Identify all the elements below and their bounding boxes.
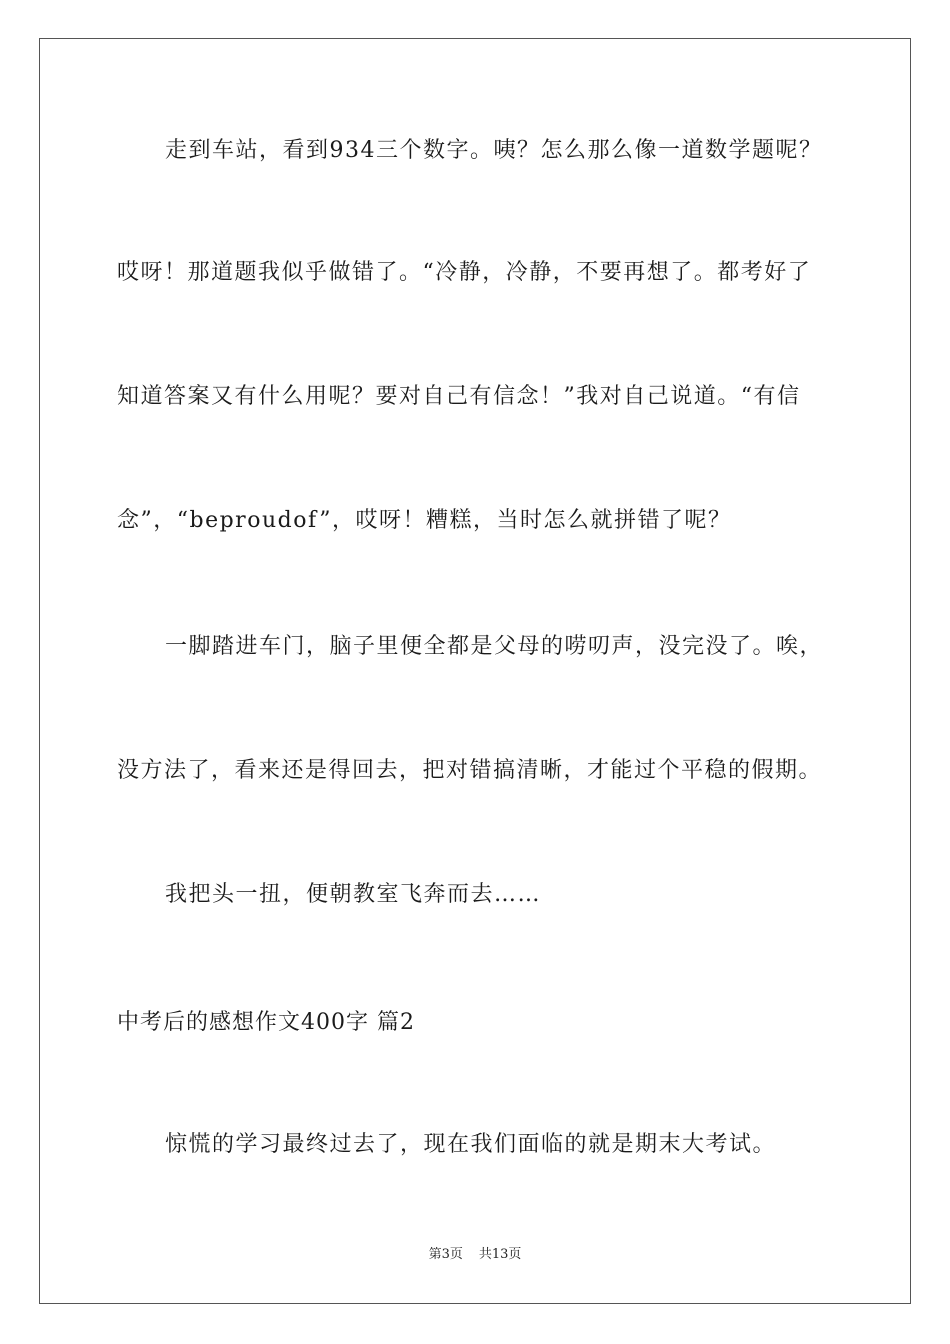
paragraph-line: 我把头一扭，便朝教室飞奔而去……: [165, 882, 542, 907]
paragraph-line: 念”，“beproudof”，哎呀！糟糕，当时怎么就拼错了呢？: [117, 508, 732, 533]
paragraph-line: 没方法了，看来还是得回去，把对错搞清晰，才能过个平稳的假期。: [117, 758, 823, 783]
paragraph-line: 知道答案又有什么用呢？要对自己有信念！”我对自己说道。“有信: [117, 384, 801, 409]
page-number: 第3页: [428, 1247, 463, 1262]
paragraph-line: 一脚踏进车门，脑子里便全都是父母的唠叨声，没完没了。唉，: [165, 634, 824, 659]
paragraph-line: 哎呀！那道题我似乎做错了。“冷静，冷静，不要再想了。都考好了: [117, 260, 812, 285]
page-footer: [0, 1246, 950, 1264]
page-border: [39, 38, 911, 1304]
paragraph-line: 惊慌的学习最终过去了，现在我们面临的就是期末大考试。: [165, 1132, 777, 1157]
section-heading: 中考后的感想作文400字 篇2: [117, 1010, 415, 1035]
paragraph-line: 走到车站，看到934三个数字。咦？怎么那么像一道数学题呢？: [165, 138, 823, 163]
page-total: 共13页: [478, 1247, 522, 1262]
